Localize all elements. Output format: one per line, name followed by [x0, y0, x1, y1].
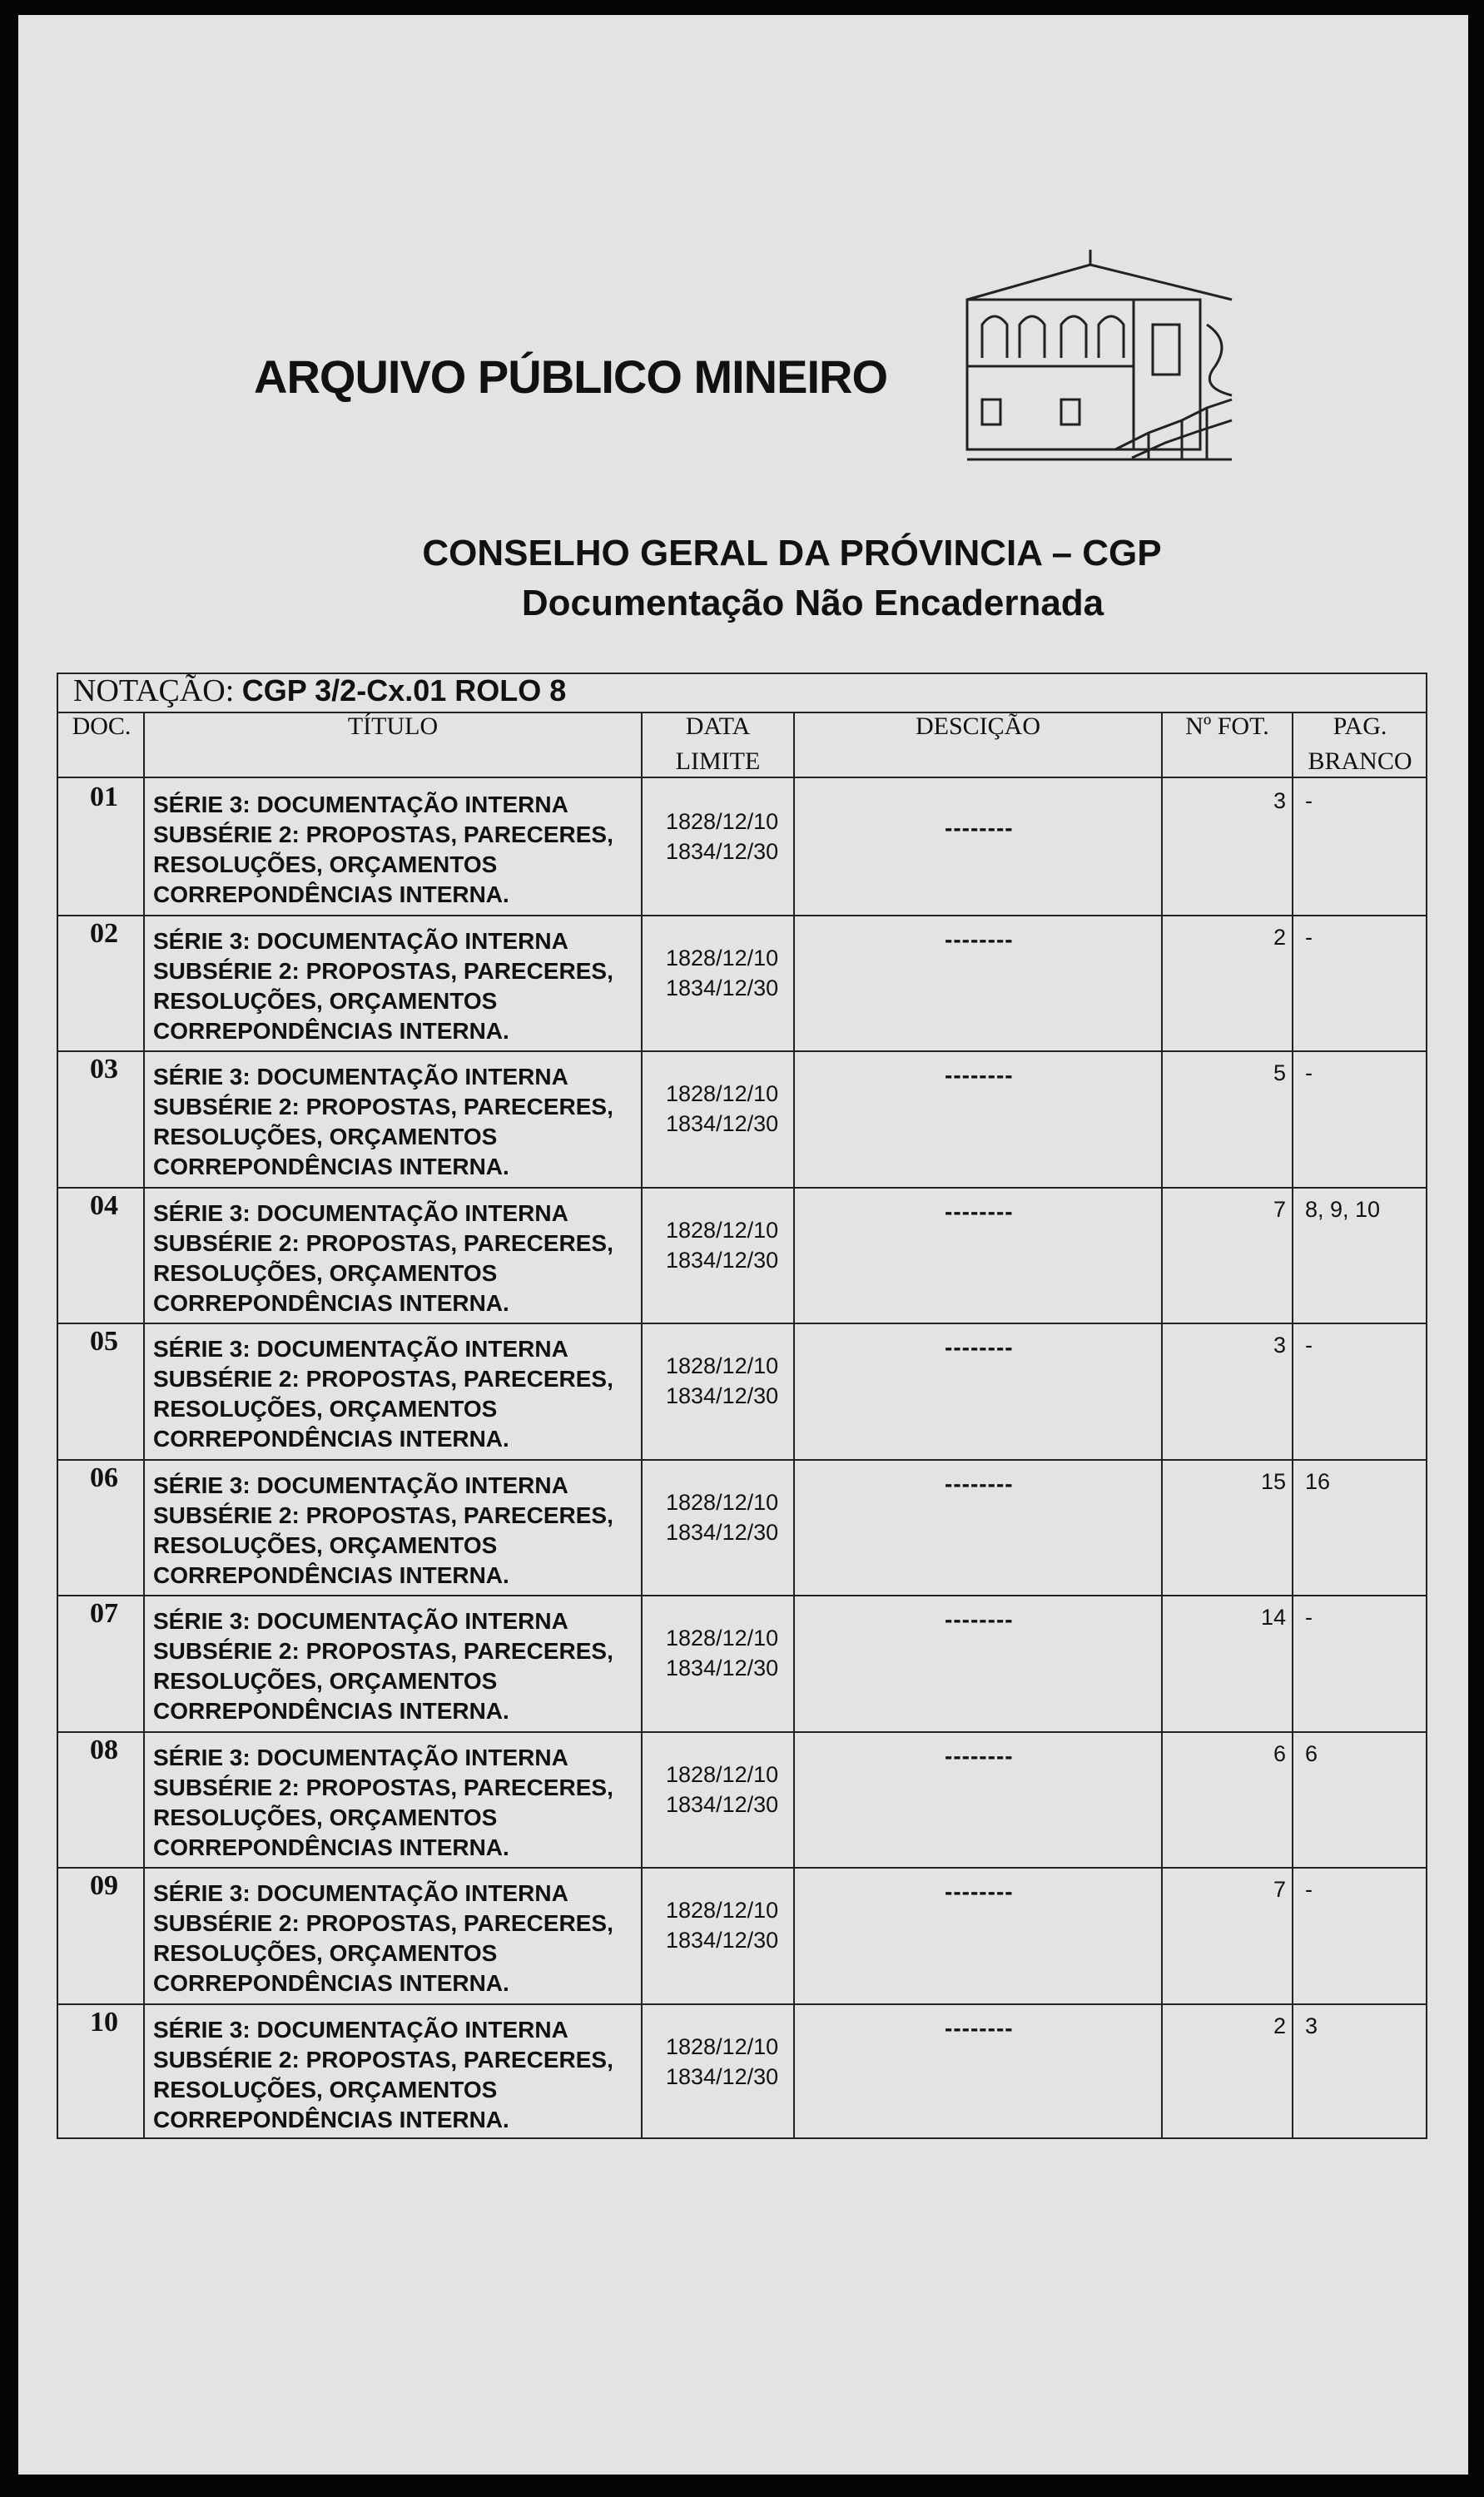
col-divider-data [793, 712, 795, 2139]
title-serie: SÉRIE 3: DOCUMENTAÇÃO INTERNA [153, 1064, 568, 1090]
description-value: -------- [945, 1470, 1014, 1497]
date-start: 1828/12/10 [666, 1761, 779, 1787]
row-divider [57, 1867, 1427, 1869]
doc-number: 04 [90, 1189, 118, 1221]
doc-title [153, 1062, 643, 1182]
title-serie: SÉRIE 3: DOCUMENTAÇÃO INTERNA [153, 1199, 568, 1226]
description-value: -------- [945, 1334, 1014, 1360]
title-serie: SÉRIE 3: DOCUMENTAÇÃO INTERNA [153, 1744, 568, 1770]
blank-pages: - [1305, 1060, 1313, 1085]
col-header-nfot: Nº FOT. [1185, 712, 1269, 740]
date-end: 1834/12/30 [666, 975, 779, 1000]
doc-title [153, 790, 643, 910]
title-resolucoes: RESOLUÇÕES, ORÇAMENTOS [153, 987, 498, 1014]
fund-title: CONSELHO GERAL DA PRÓVINCIA – CGP [422, 533, 1162, 573]
title-correspondencias: CORREPONDÊNCIAS INTERNA. [153, 2106, 509, 2132]
row-divider [57, 2003, 1427, 2005]
col-header-titulo: TÍTULO [347, 712, 439, 740]
date-start: 1828/12/10 [666, 945, 779, 971]
title-resolucoes: RESOLUÇÕES, ORÇAMENTOS [153, 1124, 498, 1149]
doc-title [153, 2015, 643, 2135]
description-value: -------- [945, 1606, 1014, 1632]
photo-count: 15 [1260, 1468, 1286, 1494]
title-resolucoes: RESOLUÇÕES, ORÇAMENTOS [153, 1940, 498, 1966]
doc-title [153, 1743, 643, 1863]
blank-pages: - [1305, 1333, 1313, 1358]
doc-title [153, 926, 643, 1046]
date-end: 1834/12/30 [666, 1247, 779, 1273]
photo-count: 2 [1273, 924, 1286, 950]
date-end: 1834/12/30 [666, 1928, 779, 1953]
date-start: 1828/12/10 [666, 1489, 779, 1515]
title-resolucoes: RESOLUÇÕES, ORÇAMENTOS [153, 1668, 498, 1694]
title-correspondencias: CORREPONDÊNCIAS INTERNA. [153, 881, 509, 907]
date-range [666, 1895, 778, 1955]
notation-label: NOTAÇÃO: [73, 673, 235, 708]
date-end: 1834/12/30 [666, 1791, 779, 1817]
blank-pages: - [1305, 1877, 1313, 1902]
row-divider [57, 1731, 1427, 1733]
title-correspondencias: CORREPONDÊNCIAS INTERNA. [153, 1289, 509, 1316]
description-value: -------- [945, 1879, 1014, 1904]
title-serie: SÉRIE 3: DOCUMENTAÇÃO INTERNA [153, 1608, 568, 1634]
description-value: -------- [945, 926, 1014, 952]
title-subserie: SUBSÉRIE 2: PROPOSTAS, PARECERES, [153, 1910, 613, 1936]
description-value: -------- [945, 815, 1014, 841]
col-header-data-2: LIMITE [675, 747, 761, 775]
doc-number: 03 [90, 1054, 118, 1085]
blank-pages: 16 [1305, 1468, 1331, 1494]
date-range [666, 943, 778, 1003]
doc-number: 08 [90, 1734, 118, 1765]
date-start: 1828/12/10 [666, 1353, 779, 1378]
col-header-descricao: DESCIÇÃO [915, 712, 1040, 740]
col-header-pag-2: BRANCO [1308, 747, 1412, 775]
blank-pages: - [1305, 788, 1313, 813]
photo-count: 2 [1273, 2013, 1286, 2038]
title-subserie: SUBSÉRIE 2: PROPOSTAS, PARECERES, [153, 1366, 613, 1392]
title-correspondencias: CORREPONDÊNCIAS INTERNA. [153, 1698, 509, 1724]
date-end: 1834/12/30 [666, 2063, 779, 2089]
date-end: 1834/12/30 [666, 1383, 779, 1408]
doc-title [153, 1606, 643, 1726]
row-divider [57, 1187, 1427, 1189]
date-range [666, 807, 778, 866]
collection-subtitle: Documentação Não Encadernada [521, 583, 1104, 623]
date-start: 1828/12/10 [666, 1217, 779, 1243]
photo-count: 3 [1273, 788, 1286, 813]
title-subserie: SUBSÉRIE 2: PROPOSTAS, PARECERES, [153, 2046, 613, 2073]
title-correspondencias: CORREPONDÊNCIAS INTERNA. [153, 1970, 509, 1996]
photo-count: 14 [1260, 1605, 1286, 1630]
title-resolucoes: RESOLUÇÕES, ORÇAMENTOS [153, 1804, 498, 1830]
doc-title [153, 1471, 643, 1591]
row-divider [57, 1595, 1427, 1596]
title-correspondencias: CORREPONDÊNCIAS INTERNA. [153, 1834, 509, 1860]
title-resolucoes: RESOLUÇÕES, ORÇAMENTOS [153, 1396, 498, 1422]
title-subserie: SUBSÉRIE 2: PROPOSTAS, PARECERES, [153, 822, 613, 847]
date-start: 1828/12/10 [666, 809, 779, 834]
col-divider-fot [1292, 712, 1293, 2139]
title-correspondencias: CORREPONDÊNCIAS INTERNA. [153, 1561, 509, 1588]
row-divider [57, 1459, 1427, 1461]
title-subserie: SUBSÉRIE 2: PROPOSTAS, PARECERES, [153, 957, 613, 984]
row-divider [57, 915, 1427, 916]
date-start: 1828/12/10 [666, 1898, 779, 1923]
doc-number: 07 [90, 1598, 118, 1629]
date-end: 1834/12/30 [666, 1519, 779, 1545]
date-start: 1828/12/10 [666, 1626, 779, 1651]
date-range [666, 1215, 778, 1275]
date-range [666, 1760, 778, 1819]
title-resolucoes: RESOLUÇÕES, ORÇAMENTOS [153, 1531, 498, 1558]
title-serie: SÉRIE 3: DOCUMENTAÇÃO INTERNA [153, 792, 568, 817]
title-correspondencias: CORREPONDÊNCIAS INTERNA. [153, 1017, 509, 1044]
date-end: 1834/12/30 [666, 1111, 779, 1136]
description-value: -------- [945, 2014, 1014, 2041]
doc-number: 05 [90, 1326, 118, 1357]
title-resolucoes: RESOLUÇÕES, ORÇAMENTOS [153, 851, 498, 877]
date-start: 1828/12/10 [666, 2033, 779, 2059]
col-header-data [643, 709, 793, 779]
row-divider [57, 1323, 1427, 1324]
title-resolucoes: RESOLUÇÕES, ORÇAMENTOS [153, 1259, 498, 1286]
archive-building-icon [957, 241, 1257, 483]
blank-pages: - [1305, 924, 1313, 950]
date-range [666, 2032, 778, 2092]
photo-count: 6 [1273, 1740, 1286, 1766]
title-subserie: SUBSÉRIE 2: PROPOSTAS, PARECERES, [153, 1502, 613, 1528]
col-header-doc: DOC. [72, 712, 132, 740]
blank-pages: - [1305, 1605, 1313, 1630]
doc-number: 10 [90, 2006, 118, 2038]
date-end: 1834/12/30 [666, 1656, 779, 1680]
notation-value: CGP 3/2-Cx.01 ROLO 8 [241, 673, 567, 707]
doc-number: 06 [90, 1462, 118, 1493]
doc-number: 01 [90, 782, 118, 812]
title-serie: SÉRIE 3: DOCUMENTAÇÃO INTERNA [153, 1880, 568, 1906]
institution-title: ARQUIVO PÚBLICO MINEIRO [254, 350, 888, 403]
doc-title [153, 1334, 643, 1454]
photo-count: 3 [1273, 1333, 1286, 1358]
title-serie: SÉRIE 3: DOCUMENTAÇÃO INTERNA [153, 1472, 568, 1498]
date-end: 1834/12/30 [666, 839, 779, 864]
title-resolucoes: RESOLUÇÕES, ORÇAMENTOS [153, 2076, 498, 2102]
col-header-data-1: DATA [685, 712, 751, 740]
photo-count: 5 [1273, 1060, 1286, 1085]
title-subserie: SUBSÉRIE 2: PROPOSTAS, PARECERES, [153, 1774, 613, 1800]
title-subserie: SUBSÉRIE 2: PROPOSTAS, PARECERES, [153, 1094, 613, 1119]
col-header-pag [1293, 709, 1427, 779]
doc-title [153, 1199, 643, 1318]
description-value: -------- [945, 1062, 1014, 1088]
doc-title [153, 1879, 643, 1998]
date-start: 1828/12/10 [666, 1081, 779, 1106]
col-divider-doc [143, 712, 145, 2139]
doc-number: 09 [90, 1870, 118, 1901]
notation-line [73, 673, 566, 709]
blank-pages: 6 [1305, 1740, 1318, 1766]
description-value: -------- [945, 1742, 1014, 1769]
description-value: -------- [945, 1198, 1014, 1224]
title-correspondencias: CORREPONDÊNCIAS INTERNA. [153, 1154, 509, 1179]
date-range [666, 1623, 778, 1683]
photo-count: 7 [1273, 1196, 1286, 1222]
title-subserie: SUBSÉRIE 2: PROPOSTAS, PARECERES, [153, 1229, 613, 1256]
doc-number: 02 [90, 917, 118, 949]
title-serie: SÉRIE 3: DOCUMENTAÇÃO INTERNA [153, 1336, 568, 1362]
blank-pages: 3 [1305, 2013, 1318, 2038]
col-divider-desc [1161, 712, 1163, 2139]
col-header-pag-1: PAG. [1333, 712, 1387, 740]
title-serie: SÉRIE 3: DOCUMENTAÇÃO INTERNA [153, 927, 568, 954]
date-range [666, 1487, 778, 1547]
title-correspondencias: CORREPONDÊNCIAS INTERNA. [153, 1426, 509, 1452]
title-serie: SÉRIE 3: DOCUMENTAÇÃO INTERNA [153, 2016, 568, 2043]
row-divider [57, 1050, 1427, 1052]
blank-pages: 8, 9, 10 [1305, 1196, 1381, 1222]
title-subserie: SUBSÉRIE 2: PROPOSTAS, PARECERES, [153, 1638, 613, 1664]
date-range [666, 1351, 778, 1411]
date-range [666, 1079, 778, 1139]
photo-count: 7 [1273, 1877, 1286, 1902]
